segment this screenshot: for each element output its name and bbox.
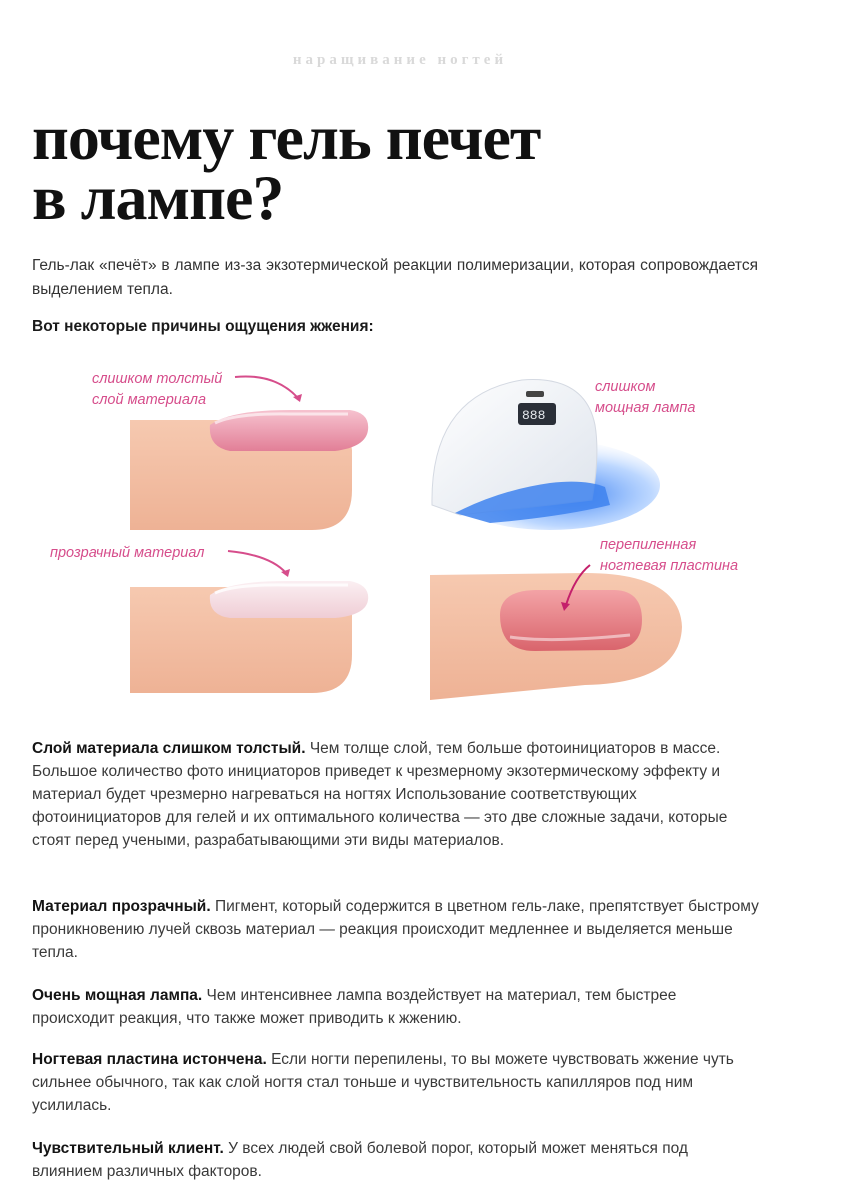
arrow-thick xyxy=(235,376,298,398)
finger-transparent xyxy=(130,581,368,693)
finger-filed-plate xyxy=(430,573,682,700)
svg-text:888: 888 xyxy=(522,408,546,423)
reason-5-title: Чувствительный клиент. xyxy=(32,1140,224,1157)
reason-3-title: Очень мощная лампа. xyxy=(32,987,203,1004)
reason-4-text: Если ногти перепилены, то вы можете чувствовать жжение чуть сильнее обычного, так как слой ногтя стал тоньше и чувствительность капилляров под ним усилилась. xyxy=(32,1051,734,1114)
label-thick-layer: слишком толстый слой материала xyxy=(92,371,223,408)
title-line-2: в лампе? xyxy=(32,162,284,233)
reason-2-text: Пигмент, который содержится в цветном гель-лаке, препятствует быстрому проникновению лучей сквозь материал — реакция происходит медленнее и выделяется меньше тепла. xyxy=(32,898,759,961)
reason-5-text: У всех людей свой болевой порог, который может меняться под влиянием различных факторов. xyxy=(32,1140,688,1180)
reason-2-title: Материал прозрачный. xyxy=(32,898,211,915)
reason-1 xyxy=(32,737,762,852)
lead-paragraph: Гель-лак «печёт» в лампе из-за экзотермической реакции полимеризации, которая сопровождается выделением тепла. xyxy=(32,257,758,298)
finger-thick-layer xyxy=(130,410,368,530)
label-transparent: прозрачный материал xyxy=(50,545,205,561)
page-title xyxy=(32,102,541,233)
reason-2 xyxy=(32,895,762,964)
illustration xyxy=(30,355,830,715)
reason-3-text: Чем интенсивнее лампа воздействует на материал, тем быстрее происходит реакция, что также может приводить к жжению. xyxy=(32,987,677,1027)
label-lamp: слишком мощная лампа xyxy=(595,379,696,416)
label-filed-plate: перепиленная ногтевая пластина xyxy=(600,537,739,574)
reasons-heading: Вот некоторые причины ощущения жжения: xyxy=(32,318,374,335)
reason-5 xyxy=(32,1137,762,1183)
reason-4-title: Ногтевая пластина истончена. xyxy=(32,1051,267,1068)
reason-3 xyxy=(32,984,762,1030)
reason-4 xyxy=(32,1048,762,1117)
arrow-transparent xyxy=(228,551,286,573)
reason-1-title: Слой материала слишком толстый. xyxy=(32,740,306,757)
reason-1-text: Чем толще слой, тем больше фотоинициаторов в массе. Большое количество фото инициаторов приведет к чрезмерному экзотермическому эффекту и материал будет чрезмерно нагреваться на ногтях Использование соответствующих фотоинициаторов для гелей и их оптимального количества — это две сложные задачи, которые стоят перед учеными, разрабатывающими эти виды материалов. xyxy=(32,740,728,849)
category-label: наращивание ногтей xyxy=(292,52,508,68)
title-line-1: почему гель печет xyxy=(32,102,541,173)
